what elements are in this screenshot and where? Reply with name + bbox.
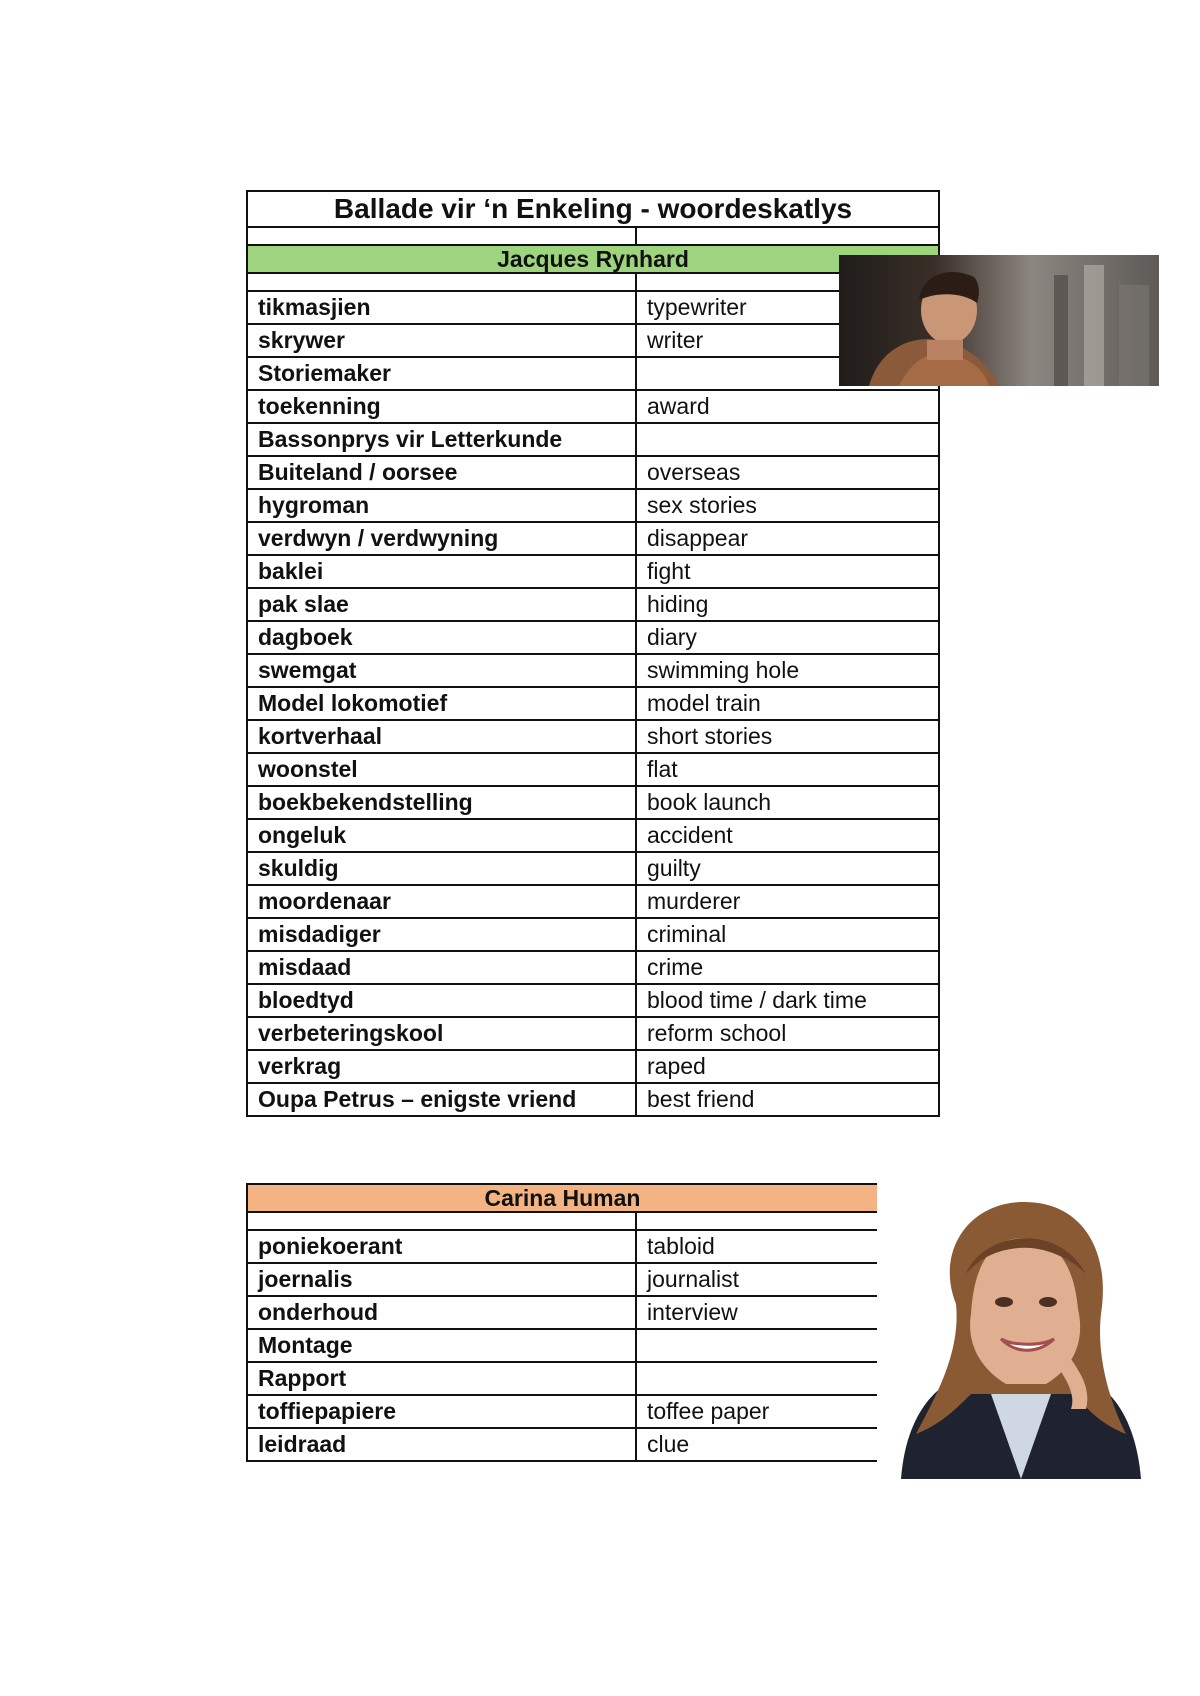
english-translation: sex stories: [636, 489, 939, 522]
table-row: [247, 885, 939, 918]
section-header-row: [247, 1184, 877, 1212]
english-translation: crime: [636, 951, 939, 984]
spacer-row: [247, 227, 939, 245]
table-row: [247, 1329, 877, 1362]
vocab-table-carina: [246, 1183, 877, 1462]
afrikaans-term: Buiteland / oorsee: [247, 456, 636, 489]
table-row: [247, 423, 939, 456]
afrikaans-term: Rapport: [247, 1362, 636, 1395]
table-row: [247, 720, 939, 753]
afrikaans-term: ongeluk: [247, 819, 636, 852]
vocab-table-jacques: [246, 190, 940, 1117]
english-translation: flat: [636, 753, 939, 786]
empty-cell: [636, 227, 939, 245]
afrikaans-term: swemgat: [247, 654, 636, 687]
carina-portrait-photo: [896, 1194, 1146, 1479]
english-translation: blood time / dark time: [636, 984, 939, 1017]
english-translation: raped: [636, 1050, 939, 1083]
afrikaans-term: verkrag: [247, 1050, 636, 1083]
afrikaans-term: hygroman: [247, 489, 636, 522]
afrikaans-term: leidraad: [247, 1428, 636, 1461]
woman-portrait-image: [896, 1194, 1146, 1479]
english-translation: fight: [636, 555, 939, 588]
afrikaans-term: dagboek: [247, 621, 636, 654]
table-row: [247, 522, 939, 555]
afrikaans-term: joernalis: [247, 1263, 636, 1296]
table-row: [247, 489, 939, 522]
table-row: [247, 786, 939, 819]
table-row: [247, 1050, 939, 1083]
table-row: [247, 984, 939, 1017]
english-translation: swimming hole: [636, 654, 939, 687]
page-title: Ballade vir ‘n Enkeling - woordeskatlys: [247, 191, 939, 227]
table-row: [247, 1362, 877, 1395]
afrikaans-term: kortverhaal: [247, 720, 636, 753]
jacques-portrait-photo: [839, 255, 1159, 386]
spacer-row: [247, 1212, 877, 1230]
afrikaans-term: misdadiger: [247, 918, 636, 951]
empty-cell: [247, 273, 636, 291]
table-row: [247, 324, 939, 357]
afrikaans-term: toffiepapiere: [247, 1395, 636, 1428]
afrikaans-term: poniekoerant: [247, 1230, 636, 1263]
english-translation: [636, 1362, 877, 1395]
table-row: [247, 1017, 939, 1050]
table-row: [247, 753, 939, 786]
english-translation: guilty: [636, 852, 939, 885]
table-row: [247, 819, 939, 852]
english-translation: murderer: [636, 885, 939, 918]
english-translation: diary: [636, 621, 939, 654]
title-row: [247, 191, 939, 227]
afrikaans-term: baklei: [247, 555, 636, 588]
empty-cell: [247, 1212, 636, 1230]
section-heading-jacques: Jacques Rynhard: [247, 245, 939, 273]
afrikaans-term: pak slae: [247, 588, 636, 621]
afrikaans-term: boekbekendstelling: [247, 786, 636, 819]
table-row: [247, 555, 939, 588]
english-translation: model train: [636, 687, 939, 720]
afrikaans-term: Montage: [247, 1329, 636, 1362]
afrikaans-term: Model lokomotief: [247, 687, 636, 720]
table-row: [247, 456, 939, 489]
table-row: [247, 621, 939, 654]
section-heading-carina: Carina Human: [247, 1184, 877, 1212]
table-row: [247, 918, 939, 951]
english-translation: writer: [636, 324, 939, 357]
english-translation: best friend: [636, 1083, 939, 1116]
table-row: [247, 390, 939, 423]
afrikaans-term: misdaad: [247, 951, 636, 984]
afrikaans-term: onderhoud: [247, 1296, 636, 1329]
afrikaans-term: verdwyn / verdwyning: [247, 522, 636, 555]
english-translation: typewriter: [636, 291, 939, 324]
afrikaans-term: verbeteringskool: [247, 1017, 636, 1050]
english-translation: accident: [636, 819, 939, 852]
table-row: [247, 1428, 877, 1461]
table-row: [247, 1395, 877, 1428]
english-translation: journalist: [636, 1263, 877, 1296]
english-translation: short stories: [636, 720, 939, 753]
afrikaans-term: skuldig: [247, 852, 636, 885]
spacer-row: [247, 273, 939, 291]
table-row: [247, 1296, 877, 1329]
table-row: [247, 654, 939, 687]
table-row: [247, 852, 939, 885]
english-translation: clue: [636, 1428, 877, 1461]
empty-cell: [636, 1212, 877, 1230]
english-translation: hiding: [636, 588, 939, 621]
vocab-table-body: [247, 191, 939, 1116]
empty-cell: [247, 227, 636, 245]
english-translation: disappear: [636, 522, 939, 555]
english-translation: overseas: [636, 456, 939, 489]
section-header-row: [247, 245, 939, 273]
table-row: [247, 1083, 939, 1116]
english-translation: reform school: [636, 1017, 939, 1050]
afrikaans-term: tikmasjien: [247, 291, 636, 324]
afrikaans-term: bloedtyd: [247, 984, 636, 1017]
afrikaans-term: toekenning: [247, 390, 636, 423]
table-row: [247, 1263, 877, 1296]
vocab-table-body: [247, 1184, 877, 1461]
table-row: [247, 951, 939, 984]
english-translation: tabloid: [636, 1230, 877, 1263]
afrikaans-term: moordenaar: [247, 885, 636, 918]
table-row: [247, 588, 939, 621]
table-row: [247, 1230, 877, 1263]
english-translation: criminal: [636, 918, 939, 951]
table-row: [247, 687, 939, 720]
table-row: [247, 357, 939, 390]
afrikaans-term: woonstel: [247, 753, 636, 786]
english-translation: interview: [636, 1296, 877, 1329]
english-translation: book launch: [636, 786, 939, 819]
afrikaans-term: Bassonprys vir Letterkunde: [247, 423, 636, 456]
afrikaans-term: skrywer: [247, 324, 636, 357]
english-translation: toffee paper: [636, 1395, 877, 1428]
afrikaans-term: Oupa Petrus – enigste vriend: [247, 1083, 636, 1116]
table-row: [247, 291, 939, 324]
afrikaans-term: Storiemaker: [247, 357, 636, 390]
english-translation: award: [636, 390, 939, 423]
man-portrait-image: [839, 255, 1159, 386]
english-translation: [636, 1329, 877, 1362]
english-translation: [636, 423, 939, 456]
